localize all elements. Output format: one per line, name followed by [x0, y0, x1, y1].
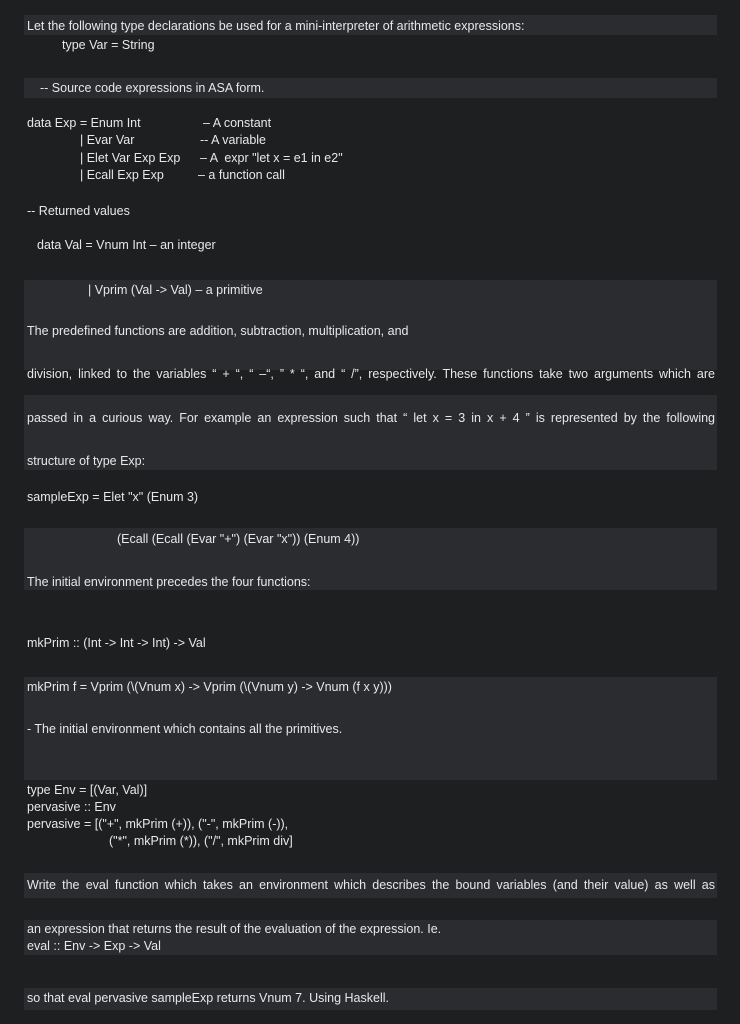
data-val-declaration: data Val = Vnum Int – an integer — [37, 238, 216, 252]
para-line-3: passed in a curious way. For example an expression such that “ let x = 3 in x + 4 ” is represented by the following — [27, 411, 715, 425]
env-code-line-2: pervasive :: Env — [27, 800, 116, 814]
data-exp-comment-2: -- A variable — [200, 133, 267, 147]
source-comment: -- Source code expressions in ASA form. — [40, 81, 265, 95]
mkprim-signature: mkPrim :: (Int -> Int -> Int) -> Val — [27, 636, 206, 650]
sample-exp-line-1: sampleExp = Elet "x" (Enum 3) — [27, 490, 199, 504]
data-exp-comment-4: – a function call — [198, 168, 285, 182]
returned-comment: -- Returned values — [27, 204, 130, 218]
task-line-1: Write the eval function which takes an environment which describes the bound variables (and their value) as well as — [27, 878, 715, 892]
para-line-1: The predefined functions are addition, subtraction, multiplication, and — [27, 324, 409, 338]
data-exp-row-4: | Ecall Exp Exp — [80, 168, 164, 182]
eval-signature: eval :: Env -> Exp -> Val — [27, 939, 161, 953]
para-line-2: division, linked to the variables “ + “, “ –“, ” * “, and “ /”, respectively. These functions take two arguments which are — [27, 367, 715, 381]
env-comment: - The initial environment which contains all the primitives. — [27, 722, 343, 736]
mkprim-definition: mkPrim f = Vprim (\(Vnum x) -> Vprim (\(Vnum y) -> Vnum (f x y))) — [27, 680, 392, 694]
para-line-4: structure of type Exp: — [27, 454, 146, 468]
env-code-line-3: pervasive = [("+", mkPrim (+)), ("-", mkPrim (-)), — [27, 817, 289, 831]
env-intro: The initial environment precedes the four functions: — [27, 575, 311, 589]
data-exp-row-1: data Exp = Enum Int — [27, 116, 141, 130]
data-exp-comment-1: – A constant — [203, 116, 272, 130]
task-line-2: an expression that returns the result of the evaluation of the expression. Ie. — [27, 922, 442, 936]
env-code-line-4: ("*", mkPrim (*)), ("/", mkPrim div] — [109, 834, 293, 848]
vprim-declaration: | Vprim (Val -> Val) – a primitive — [88, 283, 263, 297]
data-exp-row-2: | Evar Var — [80, 133, 135, 147]
task-line-4: so that eval pervasive sampleExp returns Vnum 7. Using Haskell. — [27, 991, 389, 1005]
sample-exp-line-2: (Ecall (Ecall (Evar "+") (Evar "x")) (Enum 4)) — [117, 532, 360, 546]
data-exp-row-3: | Elet Var Exp Exp — [80, 151, 181, 165]
data-exp-comment-3: – A expr "let x = e1 in e2" — [200, 151, 343, 165]
env-code-line-1: type Env = [(Var, Val)] — [27, 783, 148, 797]
intro-text: Let the following type declarations be used for a mini-interpreter of arithmetic expressions: — [27, 19, 525, 33]
type-var-declaration: type Var = String — [62, 38, 155, 52]
